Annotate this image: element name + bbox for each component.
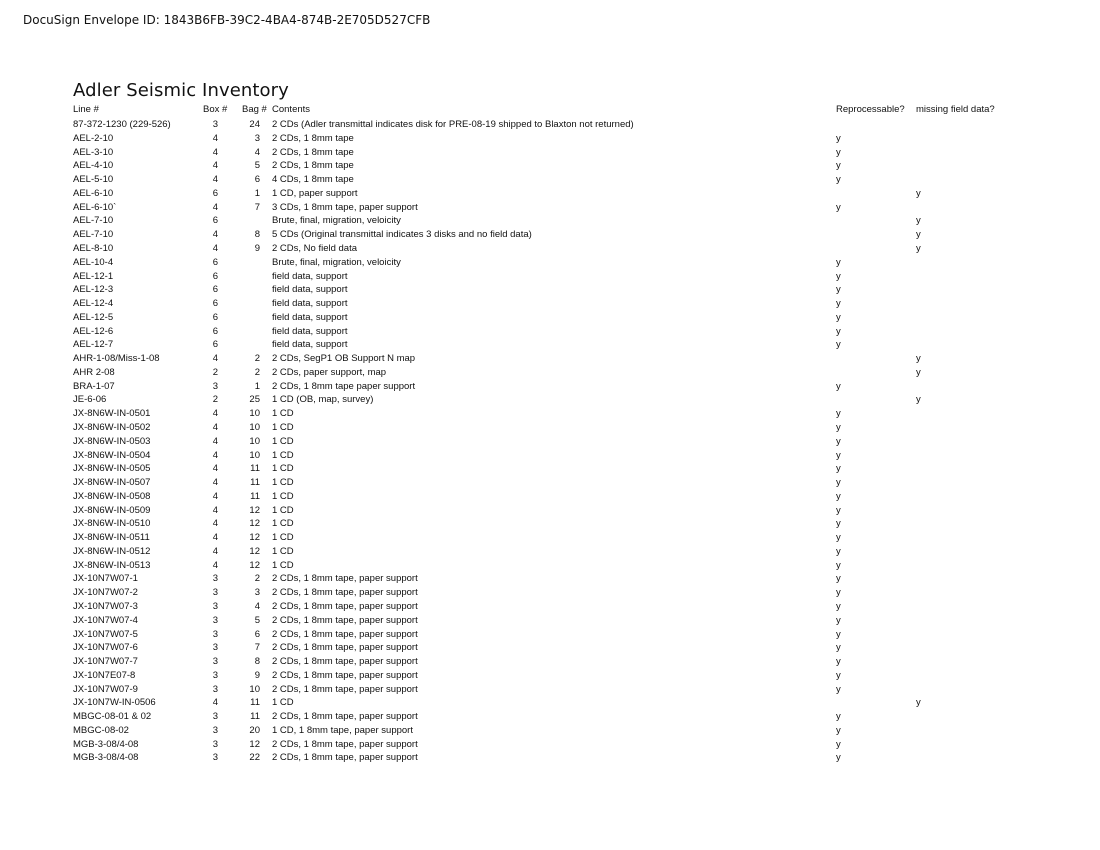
cell-line: JX-10N7W07-9: [73, 683, 138, 695]
cell-box: 4: [212, 463, 218, 475]
cell-bag: 3: [254, 587, 260, 599]
cell-reprocessable: y: [836, 518, 841, 530]
cell-missing-field-data: y: [916, 187, 921, 199]
cell-line: JX-10N7W07-1: [73, 573, 138, 585]
cell-box: 6: [212, 339, 218, 351]
cell-reprocessable: y: [836, 532, 841, 544]
cell-contents: 5 CDs (Original transmittal indicates 3 disks and no field data): [272, 229, 532, 241]
cell-missing-field-data: y: [916, 242, 921, 254]
cell-box: 6: [212, 215, 218, 227]
cell-contents: 2 CDs, 1 8mm tape, paper support: [272, 656, 418, 667]
cell-reprocessable: y: [836, 724, 841, 736]
cell-bag: 5: [254, 614, 260, 626]
cell-line: AEL-3-10: [73, 146, 114, 158]
cell-bag: 12: [249, 559, 260, 571]
cell-reprocessable: y: [836, 628, 841, 640]
cell-contents: 1 CD, paper support: [272, 187, 358, 199]
header-box: Box #: [203, 104, 228, 115]
cell-line: JX-10N7W07-5: [73, 628, 138, 640]
cell-box: 3: [212, 656, 218, 667]
cell-contents: 2 CDs, paper support, map: [272, 366, 387, 378]
cell-line: AHR-1-08/Miss-1-08: [73, 353, 160, 365]
cell-line: AEL-7-10: [73, 215, 114, 227]
cell-contents: 2 CDs, 1 8mm tape, paper support: [272, 669, 418, 681]
cell-reprocessable: y: [836, 490, 841, 502]
cell-line: AEL-12-5: [73, 311, 114, 323]
cell-reprocessable: y: [836, 669, 841, 681]
cell-contents: 2 CDs, 1 8mm tape: [272, 160, 354, 172]
cell-contents: 2 CDs, 1 8mm tape, paper support: [272, 614, 418, 626]
cell-bag: 2: [254, 573, 260, 585]
cell-contents: 1 CD: [272, 421, 294, 433]
cell-missing-field-data: y: [916, 697, 921, 709]
cell-line: AEL-7-10: [73, 229, 114, 241]
cell-contents: field data, support: [272, 298, 348, 309]
cell-box: 4: [212, 545, 218, 557]
cell-line: JX-8N6W-IN-0509: [73, 504, 151, 516]
cell-bag: 24: [249, 119, 260, 130]
cell-contents: 1 CD: [272, 518, 294, 530]
header-missing-field-data: missing field data?: [916, 104, 995, 115]
cell-contents: 2 CDs, 1 8mm tape: [272, 132, 354, 144]
cell-contents: 1 CD: [272, 435, 294, 447]
cell-line: AHR 2-08: [73, 366, 115, 378]
cell-contents: field data, support: [272, 325, 348, 337]
cell-reprocessable: y: [836, 256, 841, 268]
cell-bag: 10: [249, 408, 260, 420]
cell-reprocessable: y: [836, 325, 841, 337]
cell-contents: 1 CD: [272, 532, 294, 544]
cell-box: 4: [212, 449, 218, 461]
cell-contents: 1 CD: [272, 504, 294, 516]
cell-reprocessable: y: [836, 642, 841, 654]
cell-bag: 3: [254, 132, 260, 144]
cell-line: AEL-8-10: [73, 242, 114, 254]
cell-box: 3: [212, 614, 218, 626]
cell-box: 4: [212, 242, 218, 254]
cell-bag: 11: [250, 463, 260, 475]
cell-reprocessable: y: [836, 545, 841, 557]
cell-bag: 11: [250, 490, 260, 502]
cell-box: 4: [212, 174, 218, 186]
cell-reprocessable: y: [836, 587, 841, 599]
cell-line: AEL-4-10: [73, 160, 114, 172]
cell-box: 3: [212, 573, 218, 585]
cell-line: JX-10N7W07-4: [73, 614, 138, 626]
cell-contents: 4 CDs, 1 8mm tape: [272, 174, 354, 186]
cell-line: JX-10N7W07-3: [73, 601, 138, 612]
cell-bag: 2: [254, 353, 260, 365]
cell-bag: 1: [254, 187, 260, 199]
cell-line: AEL-12-1: [73, 270, 114, 282]
cell-line: AEL-10-4: [73, 256, 114, 268]
cell-box: 3: [212, 601, 218, 612]
cell-reprocessable: y: [836, 504, 841, 516]
cell-contents: 2 CDs, 1 8mm tape, paper support: [272, 711, 418, 723]
cell-line: JX-8N6W-IN-0507: [73, 477, 151, 488]
cell-reprocessable: y: [836, 683, 841, 695]
cell-contents: field data, support: [272, 270, 348, 282]
cell-reprocessable: y: [836, 421, 841, 433]
header-bag: Bag #: [242, 104, 267, 115]
cell-contents: Brute, final, migration, veloicity: [272, 256, 401, 268]
cell-missing-field-data: y: [916, 394, 921, 406]
cell-line: AEL-6-10`: [73, 201, 117, 213]
cell-reprocessable: y: [836, 711, 841, 723]
cell-bag: 6: [254, 628, 260, 640]
cell-contents: 1 CD: [272, 697, 294, 709]
cell-bag: 2: [254, 366, 260, 378]
cell-box: 2: [212, 394, 218, 406]
cell-box: 3: [212, 642, 218, 654]
cell-reprocessable: y: [836, 463, 841, 475]
cell-line: JX-10N7E07-8: [73, 669, 136, 681]
cell-bag: 7: [254, 201, 260, 213]
cell-line: MBGC-08-02: [73, 724, 129, 736]
cell-box: 4: [212, 201, 218, 213]
envelope-id: DocuSign Envelope ID: 1843B6FB-39C2-4BA4-874B-2E705D527CFB: [23, 13, 431, 27]
cell-line: JX-8N6W-IN-0510: [73, 518, 151, 530]
cell-box: 3: [212, 683, 218, 695]
cell-line: AEL-12-3: [73, 284, 114, 296]
cell-line: JX-8N6W-IN-0502: [73, 421, 151, 433]
cell-box: 4: [212, 408, 218, 420]
cell-line: AEL-12-7: [73, 339, 114, 351]
cell-reprocessable: y: [836, 477, 841, 488]
cell-contents: 2 CDs, 1 8mm tape, paper support: [272, 738, 418, 750]
cell-reprocessable: y: [836, 284, 841, 296]
cell-line: AEL-6-10: [73, 187, 114, 199]
cell-contents: 2 CDs, 1 8mm tape paper support: [272, 380, 416, 392]
cell-box: 4: [212, 532, 218, 544]
cell-reprocessable: y: [836, 380, 841, 392]
cell-box: 4: [212, 160, 218, 172]
cell-box: 6: [212, 256, 218, 268]
cell-bag: 6: [254, 174, 260, 186]
cell-contents: 1 CD: [272, 463, 294, 475]
cell-bag: 10: [249, 449, 260, 461]
cell-bag: 9: [254, 669, 260, 681]
cell-box: 6: [212, 284, 218, 296]
cell-bag: 20: [249, 724, 260, 736]
cell-box: 4: [212, 477, 218, 488]
cell-bag: 22: [249, 752, 260, 764]
cell-line: JX-10N7W07-6: [73, 642, 138, 654]
cell-line: JX-8N6W-IN-0511: [73, 532, 150, 544]
cell-box: 4: [212, 697, 218, 709]
cell-reprocessable: y: [836, 311, 841, 323]
cell-box: 3: [212, 119, 218, 130]
cell-contents: 2 CDs (Adler transmittal indicates disk for PRE-08-19 shipped to Blaxton not returned): [272, 119, 634, 130]
cell-contents: 1 CD: [272, 449, 294, 461]
cell-line: BRA-1-07: [73, 380, 115, 392]
cell-reprocessable: y: [836, 559, 841, 571]
cell-reprocessable: y: [836, 201, 841, 213]
cell-contents: field data, support: [272, 339, 348, 351]
cell-contents: 1 CD, 1 8mm tape, paper support: [272, 724, 413, 736]
cell-contents: 2 CDs, 1 8mm tape, paper support: [272, 601, 418, 612]
cell-reprocessable: y: [836, 601, 841, 612]
cell-reprocessable: y: [836, 656, 841, 667]
cell-box: 3: [212, 380, 218, 392]
cell-box: 4: [212, 490, 218, 502]
cell-box: 3: [212, 587, 218, 599]
cell-line: JX-8N6W-IN-0504: [73, 449, 151, 461]
cell-reprocessable: y: [836, 174, 841, 186]
cell-bag: 10: [249, 421, 260, 433]
cell-bag: 12: [249, 532, 260, 544]
cell-line: MBGC-08-01 & 02: [73, 711, 152, 723]
cell-line: AEL-12-6: [73, 325, 114, 337]
cell-line: AEL-12-4: [73, 298, 114, 309]
cell-contents: 2 CDs, SegP1 OB Support N map: [272, 353, 416, 365]
cell-contents: field data, support: [272, 284, 348, 296]
cell-line: MGB-3-08/4-08: [73, 752, 139, 764]
cell-box: 4: [212, 353, 218, 365]
cell-contents: 1 CD: [272, 559, 294, 571]
cell-bag: 25: [249, 394, 260, 406]
cell-missing-field-data: y: [916, 353, 921, 365]
cell-contents: 2 CDs, 1 8mm tape: [272, 146, 354, 158]
header-line: Line #: [73, 104, 99, 115]
cell-bag: 4: [254, 146, 260, 158]
cell-contents: 1 CD: [272, 490, 294, 502]
cell-reprocessable: y: [836, 339, 841, 351]
cell-line: MGB-3-08/4-08: [73, 738, 139, 750]
cell-reprocessable: y: [836, 435, 841, 447]
cell-contents: field data, support: [272, 311, 348, 323]
cell-bag: 8: [254, 229, 260, 241]
cell-box: 3: [212, 738, 218, 750]
cell-line: AEL-2-10: [73, 132, 114, 144]
cell-missing-field-data: y: [916, 229, 921, 241]
cell-contents: 1 CD (OB, map, survey): [272, 394, 374, 406]
cell-line: JX-8N6W-IN-0512: [73, 545, 151, 557]
cell-contents: 2 CDs, 1 8mm tape, paper support: [272, 587, 418, 599]
cell-missing-field-data: y: [916, 366, 921, 378]
cell-bag: 12: [249, 545, 260, 557]
cell-bag: 10: [249, 683, 260, 695]
cell-box: 2: [212, 366, 218, 378]
cell-contents: 2 CDs, No field data: [272, 242, 358, 254]
cell-line: JX-8N6W-IN-0501: [73, 408, 151, 420]
cell-bag: 1: [254, 380, 260, 392]
cell-contents: 1 CD: [272, 545, 294, 557]
cell-box: 4: [212, 132, 218, 144]
cell-reprocessable: y: [836, 614, 841, 626]
cell-box: 3: [212, 669, 218, 681]
cell-box: 4: [212, 421, 218, 433]
cell-box: 4: [212, 504, 218, 516]
cell-reprocessable: y: [836, 132, 841, 144]
cell-box: 6: [212, 298, 218, 309]
cell-line: JX-8N6W-IN-0508: [73, 490, 151, 502]
cell-box: 4: [212, 146, 218, 158]
cell-reprocessable: y: [836, 573, 841, 585]
cell-line: JX-10N7W-IN-0506: [73, 697, 156, 709]
cell-box: 3: [212, 711, 218, 723]
cell-line: JX-8N6W-IN-0513: [73, 559, 151, 571]
cell-contents: 2 CDs, 1 8mm tape, paper support: [272, 683, 418, 695]
cell-box: 6: [212, 270, 218, 282]
cell-line: JX-8N6W-IN-0503: [73, 435, 151, 447]
cell-box: 6: [212, 187, 218, 199]
cell-bag: 5: [254, 160, 260, 172]
cell-contents: 2 CDs, 1 8mm tape, paper support: [272, 628, 418, 640]
cell-reprocessable: y: [836, 738, 841, 750]
cell-contents: 1 CD: [272, 408, 294, 420]
cell-reprocessable: y: [836, 160, 841, 172]
cell-reprocessable: y: [836, 146, 841, 158]
cell-bag: 12: [249, 518, 260, 530]
cell-box: 3: [212, 724, 218, 736]
cell-contents: Brute, final, migration, veloicity: [272, 215, 401, 227]
cell-bag: 11: [250, 697, 260, 709]
cell-contents: 2 CDs, 1 8mm tape, paper support: [272, 642, 418, 654]
cell-box: 4: [212, 559, 218, 571]
header-reprocessable: Reprocessable?: [836, 104, 905, 115]
cell-reprocessable: y: [836, 752, 841, 764]
header-contents: Contents: [272, 104, 311, 115]
cell-contents: 1 CD: [272, 477, 294, 488]
cell-line: JX-10N7W07-2: [73, 587, 138, 599]
cell-missing-field-data: y: [916, 215, 921, 227]
cell-box: 4: [212, 435, 218, 447]
page-title: Adler Seismic Inventory: [73, 80, 289, 101]
cell-line: AEL-5-10: [73, 174, 114, 186]
cell-bag: 7: [254, 642, 260, 654]
cell-bag: 12: [249, 504, 260, 516]
cell-bag: 12: [249, 738, 260, 750]
cell-box: 6: [212, 311, 218, 323]
cell-reprocessable: y: [836, 408, 841, 420]
cell-box: 3: [212, 628, 218, 640]
cell-line: JX-8N6W-IN-0505: [73, 463, 151, 475]
cell-reprocessable: y: [836, 270, 841, 282]
cell-contents: 2 CDs, 1 8mm tape, paper support: [272, 573, 418, 585]
cell-bag: 8: [254, 656, 260, 667]
cell-contents: 2 CDs, 1 8mm tape, paper support: [272, 752, 418, 764]
cell-bag: 9: [254, 242, 260, 254]
cell-line: JE-6-06: [73, 394, 107, 406]
cell-line: JX-10N7W07-7: [73, 656, 138, 667]
cell-box: 3: [212, 752, 218, 764]
cell-bag: 10: [249, 435, 260, 447]
cell-reprocessable: y: [836, 449, 841, 461]
cell-box: 4: [212, 518, 218, 530]
cell-reprocessable: y: [836, 298, 841, 309]
cell-bag: 11: [250, 711, 260, 723]
cell-box: 6: [212, 325, 218, 337]
cell-contents: 3 CDs, 1 8mm tape, paper support: [272, 201, 418, 213]
cell-bag: 11: [250, 477, 260, 488]
cell-bag: 4: [254, 601, 260, 612]
cell-box: 4: [212, 229, 218, 241]
cell-line: 87-372-1230 (229-526): [73, 119, 171, 130]
